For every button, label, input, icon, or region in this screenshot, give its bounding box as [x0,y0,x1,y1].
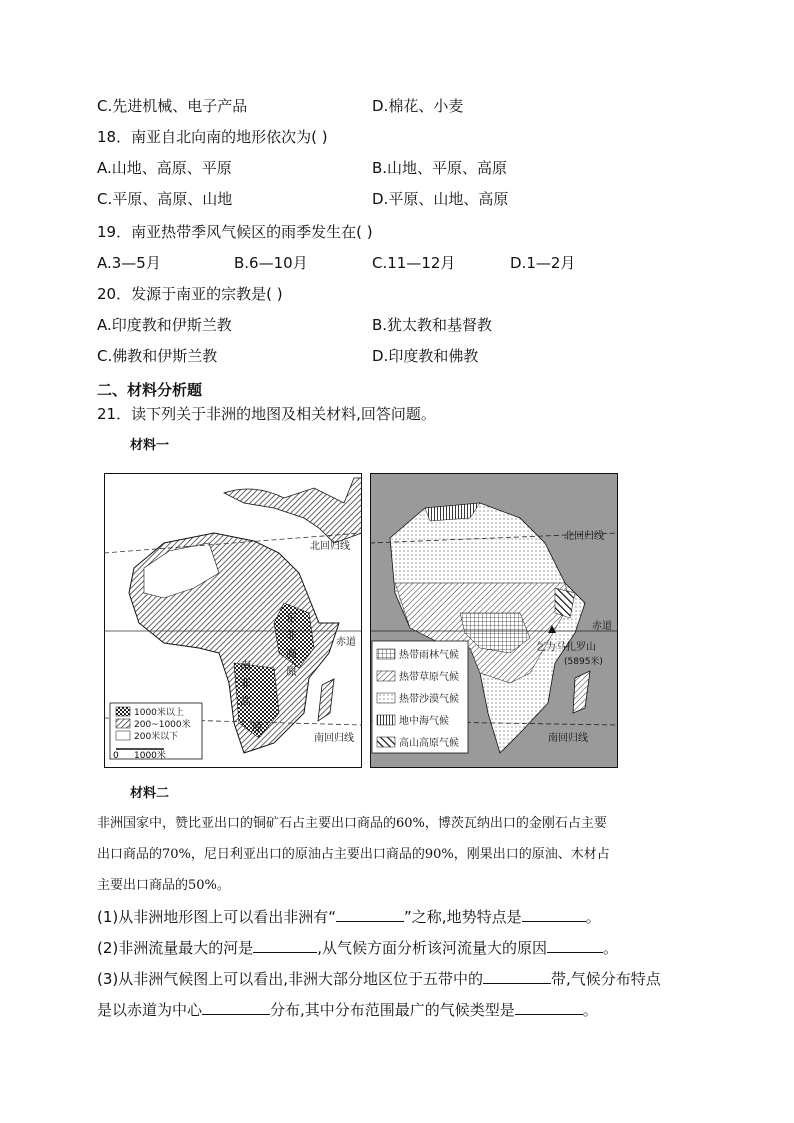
material-one-label: 材料一 [130,438,170,453]
africa-climate-map [370,473,618,768]
q20-option-c: C.佛教和伊斯兰教 [97,347,218,365]
scale-1000: 1000米 [134,751,166,761]
answer-blank-4[interactable] [547,938,603,953]
q19-option-c: C.11—12月 [372,254,456,272]
map2-tropic-north-label: 北回归线 [564,531,604,542]
plateau-bottom: 原 [252,721,263,734]
answer-blank-7[interactable] [515,1000,583,1015]
answer-blank-5[interactable] [483,969,551,984]
map1-tropic-south-label: 南回归线 [314,733,354,744]
q17-option-c: C.先进机械、电子产品 [97,97,248,115]
answer-blank-2[interactable] [522,907,586,922]
q20-option-d: D.印度教和佛教 [372,347,479,365]
legend2-highland: 高山高原气候 [399,738,459,749]
answer-blank-1[interactable] [336,907,404,922]
q19-stem: 19．南亚热带季风气候区的雨季发生在( ) [97,223,373,241]
map1-tropic-north-label: 北回归线 [310,541,350,552]
africa-terrain-map [104,473,362,768]
map2-equator-label: 赤道 [592,621,612,632]
legend2-rainforest: 热带雨林气候 [399,650,459,661]
plateau-right-1: 东 [286,611,297,624]
plateau-right-4: 原 [286,665,297,678]
q20-option-b: B.犹太教和基督教 [372,316,493,334]
q18-option-c: C.平原、高原、山地 [97,190,233,208]
answer-blank-6[interactable] [202,1000,270,1015]
plateau-right-3: 高 [286,647,297,660]
material-two-label: 材料二 [130,786,170,801]
mountain-height: (5895米) [564,657,603,667]
material-two-line1: 非洲国家中，赞比亚出口的铜矿石占主要出口商品的60%，博茨瓦纳出口的金刚石占主要 [97,816,607,831]
plateau-right-2: 非 [286,629,297,642]
q18-stem: 18．南亚自北向南的地形依次为( ) [97,128,328,146]
legend2-desert: 热带沙漠气候 [399,694,459,705]
scale-zero: 0 [113,751,119,761]
section-title: 二、材料分析题 [97,381,203,399]
plateau-left-3: 高 [240,695,251,708]
material-two-line3: 主要出口商品的50%。 [97,878,230,893]
map1-equator-label: 赤道 [336,637,356,648]
q17-option-d: D.棉花、小麦 [372,97,464,115]
q20-stem: 20．发源于南亚的宗教是( ) [97,285,283,303]
subquestion-2: (2)非洲流量最大的河是 ,从气候方面分析该河流量大的原因 。 [97,939,619,957]
subquestion-3: (3)从非洲气候图上可以看出,非洲大部分地区位于五带中的 带,气候分布特点 [97,970,661,988]
q19-option-a: A.3—5月 [97,254,161,272]
mountain-name: 乞力马扎罗山 [536,642,596,653]
plateau-left-2: 非 [240,677,251,690]
q20-option-a: A.印度教和伊斯兰教 [97,316,232,334]
q18-option-b: B.山地、平原、高原 [372,159,508,177]
legend1-high: 1000米以上 [134,708,184,718]
q18-option-a: A.山地、高原、平原 [97,159,232,177]
material-two-line2: 出口商品的70%，尼日利亚出口的原油占主要出口商品的90%，刚果出口的原油、木材占 [97,847,610,862]
map2-tropic-south-label: 南回归线 [548,733,588,744]
legend2-savanna: 热带草原气候 [399,672,459,683]
q19-option-d: D.1—2月 [510,254,576,272]
q19-option-b: B.6—10月 [234,254,308,272]
subquestion-1: (1)从非洲地形图上可以看出非洲有“ ”之称,地势特点是 。 [97,908,601,926]
q18-option-d: D.平原、山地、高原 [372,190,509,208]
subquestion-3-cont: 是以赤道为中心 分布,其中分布范围最广的气候类型是 。 [97,1001,598,1019]
q21-stem: 21．读下列关于非洲的地图及相关材料,回答问题。 [97,405,436,423]
legend2-mediterranean: 地中海气候 [399,716,449,727]
answer-blank-3[interactable] [253,938,317,953]
plateau-left-1: 南 [240,659,251,672]
legend1-mid: 200~1000米 [134,720,191,730]
legend1-low: 200米以下 [134,732,179,742]
